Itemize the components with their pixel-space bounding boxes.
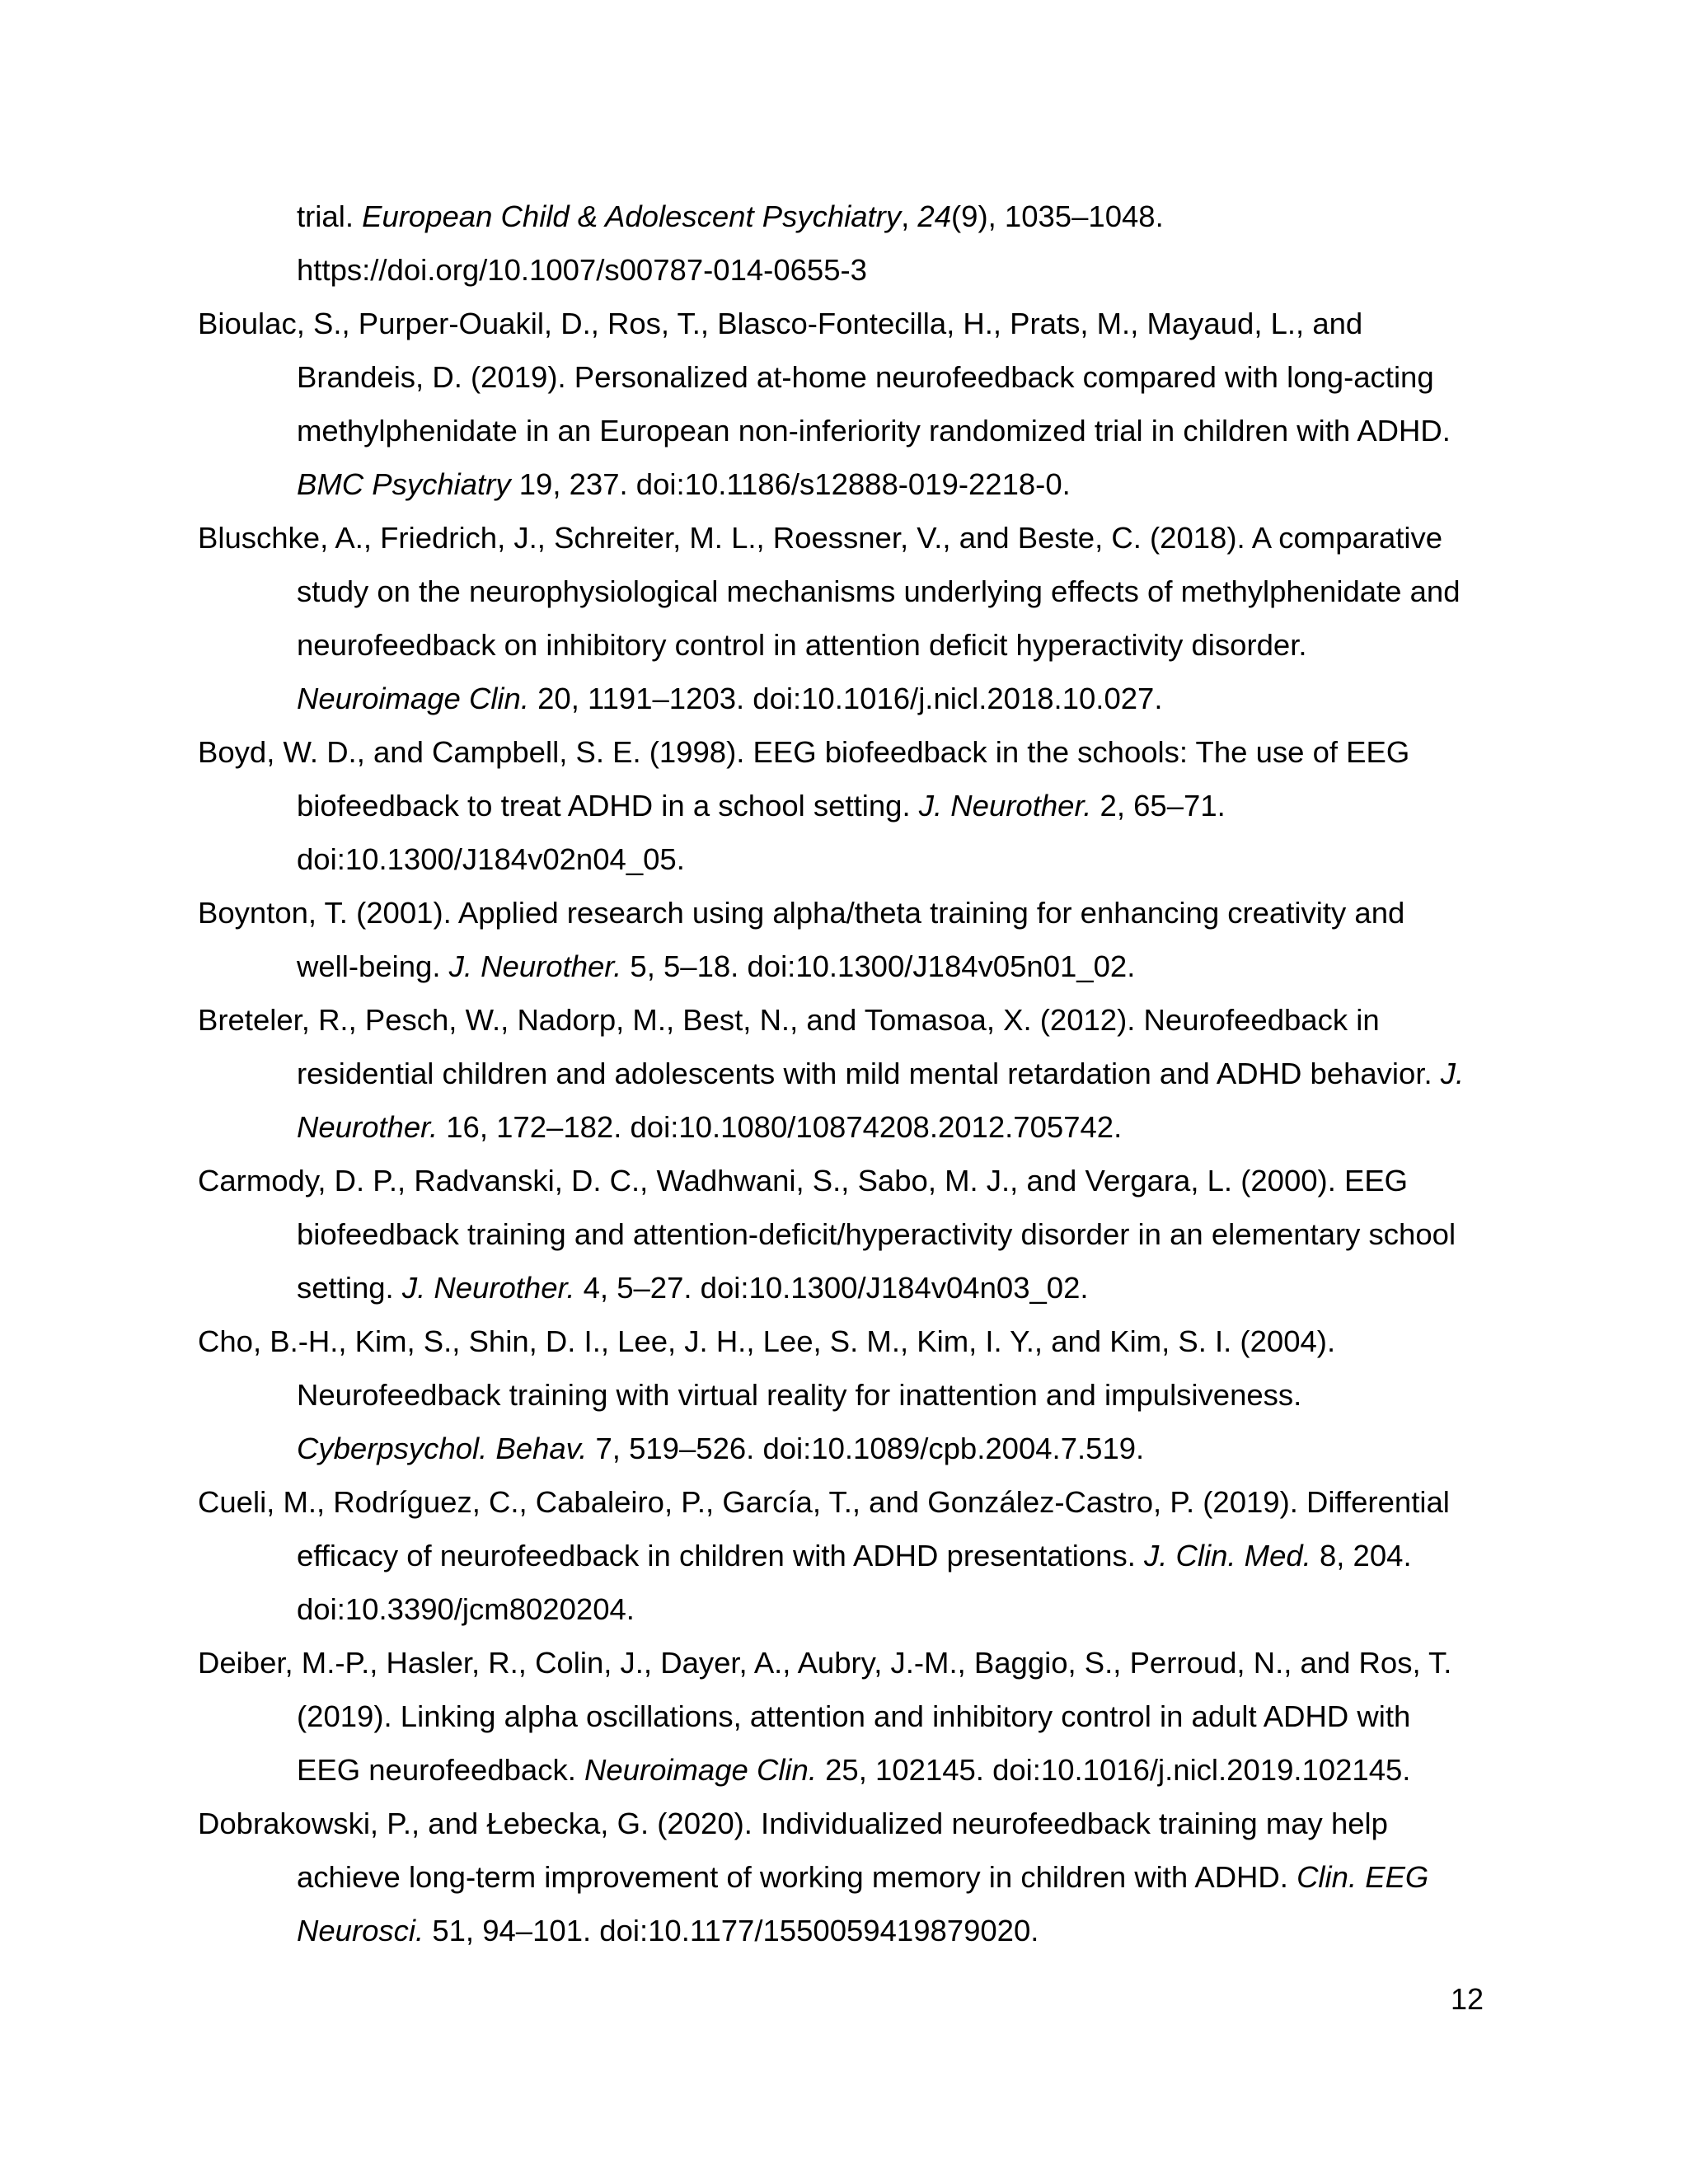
reference-text: Dobrakowski, P., and Łebecka, G. (2020). Individualized neurofeedback training may help — [198, 1807, 1388, 1840]
reference-text: biofeedback to treat ADHD in a school setting. — [297, 789, 919, 823]
reference-line — [198, 1324, 1335, 1358]
reference-text: well-being. — [297, 949, 449, 983]
reference-text: Bioulac, S., Purper-Ouakil, D., Ros, T., Blasco-Fontecilla, H., Prats, M., Mayaud, L., and — [198, 307, 1363, 340]
reference-text: study on the neurophysiological mechanisms underlying effects of methylphenidate and — [297, 574, 1461, 608]
italic-text: 24 — [917, 199, 951, 233]
reference-text: (9), 1035–1048. — [951, 199, 1164, 233]
reference-line — [297, 360, 1434, 394]
italic-text: Cyberpsychol. Behav. — [297, 1432, 588, 1465]
reference-entry-bioulac — [198, 297, 1484, 511]
italic-text: J. Clin. Med. — [1143, 1539, 1311, 1572]
reference-text: Breteler, R., Pesch, W., Nadorp, M., Best, N., and Tomasoa, X. (2012). Neurofeedback in — [198, 1003, 1380, 1037]
reference-line — [297, 199, 1164, 233]
reference-text: Cho, B.-H., Kim, S., Shin, D. I., Lee, J. H., Lee, S. M., Kim, I. Y., and Kim, S. I. (2004). — [198, 1324, 1336, 1358]
reference-line — [198, 1646, 1451, 1680]
reference-line — [297, 949, 1135, 983]
reference-entry-boyd — [198, 725, 1484, 886]
reference-text: Neurofeedback training with virtual reality for inattention and impulsiveness. — [297, 1378, 1302, 1412]
italic-text: J. Neurother. — [401, 1271, 575, 1305]
reference-text: https://doi.org/10.1007/s00787-014-0655-3 — [297, 253, 867, 287]
reference-text: methylphenidate in an European non-inferiority randomized trial in children with ADHD. — [297, 414, 1451, 448]
reference-entry-deiber — [198, 1636, 1484, 1797]
reference-text: doi:10.3390/jcm8020204. — [297, 1592, 635, 1626]
reference-text: 20, 1191–1203. doi:10.1016/j.nicl.2018.10.027. — [528, 682, 1163, 715]
reference-line — [198, 1485, 1450, 1519]
reference-text: neurofeedback on inhibitory control in attention deficit hyperactivity disorder. — [297, 628, 1307, 662]
reference-line — [198, 1164, 1408, 1197]
reference-line — [297, 1592, 635, 1626]
reference-line — [297, 1539, 1412, 1572]
reference-text: Boynton, T. (2001). Applied research using alpha/theta training for enhancing creativity and — [198, 896, 1405, 930]
reference-text: Carmody, D. P., Radvanski, D. C., Wadhwani, S., Sabo, M. J., and Vergara, L. (2000). EEG — [198, 1164, 1409, 1197]
reference-line — [297, 1378, 1301, 1412]
reference-text: Deiber, M.-P., Hasler, R., Colin, J., Dayer, A., Aubry, J.-M., Baggio, S., Perroud, N., and Ros, T. — [198, 1646, 1452, 1680]
reference-entry-cont — [198, 190, 1484, 297]
reference-line — [198, 521, 1442, 555]
reference-text: 7, 519–526. doi:10.1089/cpb.2004.7.519. — [587, 1432, 1145, 1465]
reference-text: Brandeis, D. (2019). Personalized at-home neurofeedback compared with long-acting — [297, 360, 1434, 394]
italic-text: BMC Psychiatry — [297, 467, 511, 501]
reference-text: residential children and adolescents with mild mental retardation and ADHD behavior. — [297, 1057, 1441, 1090]
reference-entry-boynton — [198, 886, 1484, 993]
reference-text: 2, 65–71. — [1091, 789, 1226, 823]
reference-text: setting. — [297, 1271, 402, 1305]
italic-text: European Child & Adolescent Psychiatry — [362, 199, 902, 233]
reference-line — [198, 896, 1404, 930]
reference-line — [297, 1271, 1089, 1305]
reference-text: achieve long-term improvement of working memory in children with ADHD. — [297, 1860, 1297, 1894]
reference-entry-bluschke — [198, 511, 1484, 725]
italic-text: J. Neurother. — [918, 789, 1092, 823]
italic-text: Neurosci. — [297, 1914, 424, 1947]
reference-text: , — [901, 199, 918, 233]
reference-entry-cueli — [198, 1475, 1484, 1636]
reference-line — [297, 1860, 1428, 1894]
reference-line — [297, 574, 1461, 608]
italic-text: Neuroimage Clin. — [297, 682, 529, 715]
reference-text: 8, 204. — [1311, 1539, 1412, 1572]
reference-list — [198, 190, 1484, 1957]
reference-text: 4, 5–27. doi:10.1300/J184v04n03_02. — [574, 1271, 1089, 1305]
reference-line — [297, 467, 1071, 501]
reference-text: 5, 5–18. doi:10.1300/J184v05n01_02. — [621, 949, 1136, 983]
reference-line — [198, 735, 1409, 769]
italic-text: J. Neurother. — [448, 949, 622, 983]
reference-line — [297, 253, 867, 287]
reference-line — [198, 1807, 1388, 1840]
reference-line — [297, 682, 1162, 715]
reference-line — [297, 628, 1306, 662]
reference-text: doi:10.1300/J184v02n04_05. — [297, 842, 685, 876]
reference-text: 51, 94–101. doi:10.1177/1550059419879020. — [424, 1914, 1039, 1947]
reference-line — [297, 1753, 1410, 1787]
reference-text: (2019). Linking alpha oscillations, attention and inhibitory control in adult ADHD with — [297, 1699, 1411, 1733]
reference-text: Bluschke, A., Friedrich, J., Schreiter, M. L., Roessner, V., and Beste, C. (2018). A comparative — [198, 521, 1443, 555]
italic-text: J. — [1440, 1057, 1465, 1090]
reference-text: efficacy of neurofeedback in children with ADHD presentations. — [297, 1539, 1144, 1572]
reference-line — [297, 1217, 1456, 1251]
italic-text: Neurother. — [297, 1110, 438, 1144]
reference-line — [297, 1914, 1039, 1947]
reference-line — [198, 1003, 1380, 1037]
reference-line — [297, 1057, 1464, 1090]
reference-text: 25, 102145. doi:10.1016/j.nicl.2019.102145. — [816, 1753, 1411, 1787]
reference-text: Boyd, W. D., and Campbell, S. E. (1998). EEG biofeedback in the schools: The use of EEG — [198, 735, 1410, 769]
reference-text: EEG neurofeedback. — [297, 1753, 584, 1787]
reference-text: 16, 172–182. doi:10.1080/10874208.2012.705742. — [438, 1110, 1123, 1144]
reference-line — [297, 1432, 1144, 1465]
reference-line — [198, 307, 1362, 340]
reference-text: 19, 237. doi:10.1186/s12888-019-2218-0. — [510, 467, 1071, 501]
reference-entry-carmody — [198, 1154, 1484, 1315]
page-number: 12 — [1450, 1982, 1484, 2016]
reference-text: Cueli, M., Rodríguez, C., Cabaleiro, P., García, T., and González-Castro, P. (2019). Differential — [198, 1485, 1450, 1519]
reference-entry-cho — [198, 1315, 1484, 1475]
reference-line — [297, 842, 685, 876]
reference-entry-dobrakowski — [198, 1797, 1484, 1957]
reference-line — [297, 789, 1226, 823]
reference-line — [297, 1699, 1410, 1733]
reference-entry-breteler — [198, 993, 1484, 1154]
reference-line — [297, 414, 1451, 448]
reference-line — [297, 1110, 1122, 1144]
italic-text: Clin. EEG — [1296, 1860, 1429, 1894]
reference-text: biofeedback training and attention-deficit/hyperactivity disorder in an elementary school — [297, 1217, 1456, 1251]
reference-text: trial. — [297, 199, 363, 233]
italic-text: Neuroimage Clin. — [584, 1753, 817, 1787]
